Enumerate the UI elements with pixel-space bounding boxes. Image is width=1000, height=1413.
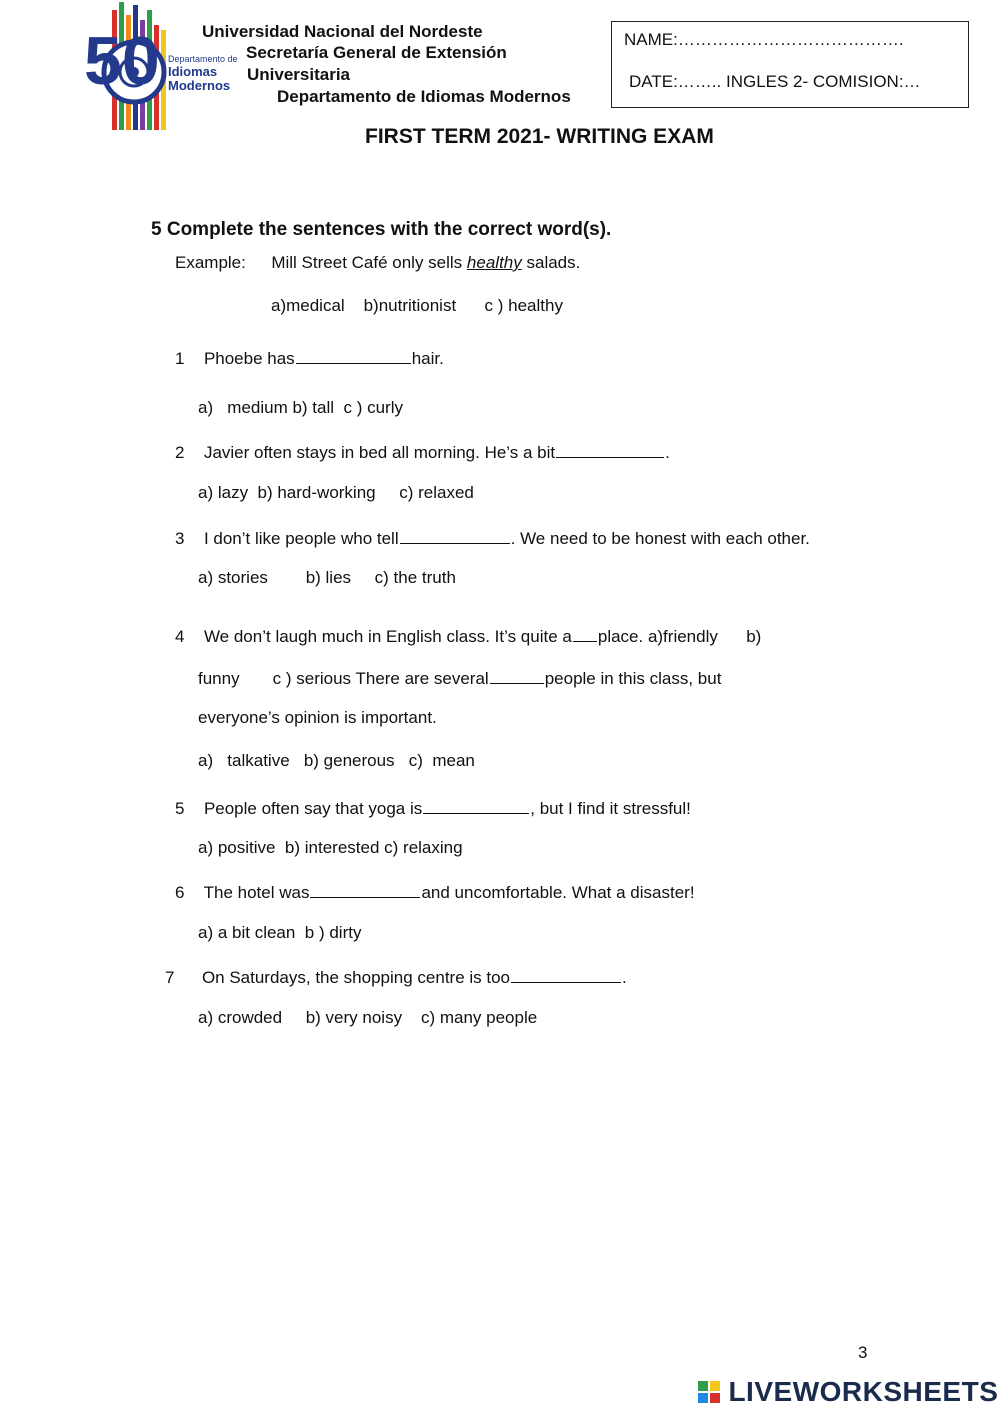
question-text: Phoebe has	[203, 349, 295, 368]
answer-blank[interactable]	[573, 624, 597, 642]
question-text-after: people in this class, but	[544, 669, 722, 688]
question-text-after: .	[665, 443, 670, 462]
question-4-line-2	[198, 666, 721, 689]
question-number: 6	[175, 883, 185, 902]
question-1-options: a) medium b) tall c ) curly	[198, 398, 403, 417]
question-number: 3	[175, 529, 185, 548]
example-before: Mill Street Café only sells	[271, 253, 463, 272]
question-number: 5	[175, 799, 185, 818]
answer-blank[interactable]	[556, 440, 664, 458]
question-number: 4	[175, 627, 185, 646]
question-7	[165, 965, 627, 988]
question-6	[175, 880, 695, 903]
example-label: Example:	[175, 253, 246, 272]
department-logo	[82, 0, 238, 140]
secretaria-name: Secretaría General de Extensión	[246, 43, 507, 62]
question-text: People often say that yoga is	[203, 799, 423, 818]
question-text: The hotel was	[203, 883, 310, 902]
logo-text-2: Idiomas	[168, 64, 218, 79]
question-text-after: , but I find it stressful!	[530, 799, 691, 818]
question-5	[175, 796, 691, 819]
answer-blank[interactable]	[400, 526, 510, 544]
question-text-after: and uncomfortable. What a disaster!	[421, 883, 695, 902]
liveworksheets-watermark	[698, 1376, 998, 1408]
page-number: 3	[858, 1343, 868, 1362]
question-text-after: . We need to be honest with each other.	[510, 529, 810, 548]
question-6-options: a) a bit clean b ) dirty	[198, 923, 362, 942]
question-text: Javier often stays in bed all morning. He’s a bit	[203, 443, 556, 462]
question-5-options: a) positive b) interested c) relaxing	[198, 838, 463, 857]
department-name: Departamento de Idiomas Modernos	[277, 87, 571, 106]
question-4-line-3: everyone’s opinion is important.	[198, 708, 437, 727]
name-line[interactable]: NAME:………………………………….	[624, 30, 904, 49]
example-after: salads.	[526, 253, 581, 272]
exam-title: FIRST TERM 2021- WRITING EXAM	[365, 125, 714, 148]
question-text-after: hair.	[411, 349, 444, 368]
question-number: 1	[175, 349, 185, 368]
university-name: Universidad Nacional del Nordeste	[202, 22, 483, 41]
question-text: funny c ) serious There are several	[198, 669, 489, 688]
answer-blank[interactable]	[511, 965, 621, 983]
example-line	[175, 253, 580, 273]
question-number: 2	[175, 443, 185, 462]
logo-text-1: Departamento de	[168, 54, 238, 64]
question-1	[175, 346, 444, 369]
question-text: I don’t like people who tell	[203, 529, 399, 548]
instruction: 5 Complete the sentences with the correct word(s).	[151, 219, 612, 240]
watermark-text: LIVEWORKSHEETS	[728, 1376, 999, 1407]
answer-blank[interactable]	[490, 666, 544, 684]
liveworksheets-icon	[698, 1381, 720, 1403]
question-text: On Saturdays, the shopping centre is too	[201, 968, 511, 987]
question-3-options: a) stories b) lies c) the truth	[198, 568, 456, 587]
universitaria-label: Universitaria	[247, 65, 350, 84]
question-text: We don’t laugh much in English class. It’s quite a	[203, 627, 572, 646]
example-options: a)medical b)nutritionist c ) healthy	[271, 296, 563, 315]
question-text-after: place. a)friendly b)	[597, 627, 762, 646]
student-info-box	[611, 21, 969, 108]
question-2-options: a) lazy b) hard-working c) relaxed	[198, 483, 474, 502]
question-3	[175, 526, 810, 549]
date-line[interactable]: DATE:…….. INGLES 2- COMISION:…	[629, 72, 921, 91]
example-answer: healthy	[466, 253, 522, 272]
logo-number: 50	[84, 23, 160, 99]
question-text-after: .	[622, 968, 627, 987]
answer-blank[interactable]	[296, 346, 411, 364]
question-2	[175, 440, 670, 463]
question-4-options: a) talkative b) generous c) mean	[198, 751, 475, 770]
answer-blank[interactable]	[423, 796, 529, 814]
question-4	[175, 624, 761, 647]
question-7-options: a) crowded b) very noisy c) many people	[198, 1008, 538, 1027]
answer-blank[interactable]	[310, 880, 420, 898]
logo-text-3: Modernos	[168, 78, 231, 93]
question-number: 7	[165, 968, 175, 987]
